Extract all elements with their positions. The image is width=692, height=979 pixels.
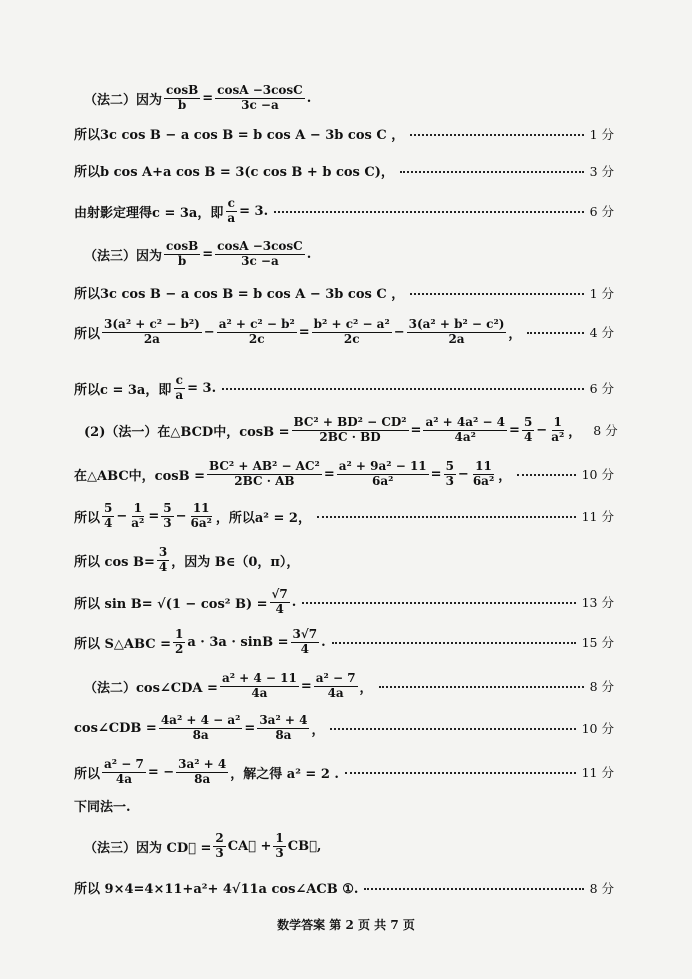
fraction: $\frac{11}{\text{6a²}}$ [190,501,212,530]
leader-dots [330,728,575,730]
fraction: $\frac{\text{a² + c² − b²}}{2c}$ [218,317,295,346]
fraction: $\frac{5}{3}$ [445,459,454,488]
fraction: $\frac{3√7}{4}$ [292,627,318,656]
fraction: $\frac{\cos A -3\cos C}{3c -a}$ [217,83,303,112]
page-footer: 数学答案 第 2 页 共 7 页 [277,918,415,932]
fraction: $\frac{1}{\text{a²}}$ [131,501,145,530]
fraction: $\frac{3}{4}$ [158,545,168,574]
leader-dots [400,171,584,173]
step-line: 所以c = 3a，即 $\frac{c}{a}$ = 3. 6 分 [74,373,614,402]
leader-dots [345,772,576,774]
leader-dots [222,388,583,390]
fraction: $\frac{11}{\text{6a²}}$ [472,459,495,488]
part2-method3-line: （法三）因为 CD⃗ = $\frac{2}{3}$ CA⃗ + $\frac{1}{3}$ CB⃗, [84,831,322,860]
fraction: $\frac{\text{3a² + 4}}{8a}$ [178,757,227,786]
leader-dots [410,134,583,136]
score: 3 分 [589,163,614,179]
score: 8 分 [589,679,614,695]
leader-dots [379,686,584,688]
score: 8 分 [589,880,614,896]
leader-dots [317,516,576,518]
part2-method2-line: （法二）cos∠CDA = $\frac{\text{a² + 4 − 11}}{4a}$ = $\frac{\text{a² − 7}}{4a}$ ， 8 分 [84,671,614,700]
score: 11 分 [581,509,614,525]
fraction: $\frac{1}{3}$ [275,831,284,860]
score: 15 分 [581,635,614,651]
score: 11 分 [581,765,614,781]
step-line: 所以 $\frac{5}{4}$ − $\frac{1}{\text{a²}}$ = $\frac{5}{3}$ − $\frac{11}{\text{6a²}}$ ，所以a² = 2， 11 分 [74,501,614,530]
fraction: $\frac{\text{4a² + 4 − a²}}{8a}$ [160,713,241,742]
score: 1 分 [589,126,614,142]
step-line: 所以 sin B= √(1 − cos² B) = $\frac{√7}{4}$ . 13 分 [74,587,614,616]
leader-dots [410,293,583,295]
step-line: 所以3c cos B − a cos B = b cos A − 3b cos C ， 1 分 [74,285,614,302]
method2-intro: （法二）因为 $\frac{\cos B}{b}$ = $\frac{\cos A -3\cos C}{3c -a}$ . [84,83,312,112]
fraction: $\frac{c}{a}$ [175,373,184,402]
text: （法二）因为 [84,92,163,108]
fraction: $\frac{5}{4}$ [523,415,533,444]
leader-dots [302,602,575,604]
score: 4 分 [589,325,614,341]
fraction: $\frac{5}{3}$ [163,501,172,530]
fraction: $\frac{\text{BC² + BD² − CD²}}{2BC \cdot BD}$ [293,415,407,444]
step-line: 所以 $\frac{\text{a² − 7}}{4a}$ = − $\frac{\text{3a² + 4}}{8a}$ ，解之得 a² = 2 . 11 分 [74,757,614,786]
step-line: 所以 9×4=4×11+a²+ 4√11a cos∠ACB ①. 8 分 [74,880,614,897]
fraction: $\frac{\cos B}{b}$ [166,239,199,268]
leader-dots [364,888,583,890]
score: 6 分 [589,204,614,220]
step-line: 所以 cos B= $\frac{3}{4}$ ，因为 B∈（0，π）， [74,545,300,574]
leader-dots [517,474,575,476]
step-line: 下同法一. [74,800,131,815]
score: 8 分 [593,423,618,439]
fraction: $\frac{\text{a² + 9a² − 11}}{\text{6a²}}$ [338,459,427,488]
fraction: $\frac{\text{b² + c² − a²}}{2c}$ [313,317,390,346]
score: 13 分 [581,595,614,611]
fraction: $\frac{\cos A -3\cos C}{3c -a}$ [217,239,303,268]
fraction: $\frac{c}{a}$ [227,196,236,225]
part2-method1-line: (2)（法一）在△BCD中，cosB = $\frac{\text{BC² + BD² − CD²}}{2BC \cdot BD}$ = $\frac{\text{a² + 4a² − 4}}{\text{4a²}}$ = $\frac{5}{4}$ − $\frac{1}{\text{a²}}$ ， 8 分 [84,415,618,444]
step-line: 所以b cos A+a cos B = 3(c cos B + b cos C)， 3 分 [74,163,614,180]
step-line: 由射影定理得c = 3a，即 $\frac{c}{a}$ = 3. 6 分 [74,196,614,225]
step-line: cos∠CDB = $\frac{\text{4a² + 4 − a²}}{8a}$ = $\frac{\text{3a² + 4}}{8a}$ ， 10 分 [74,713,614,742]
score: 10 分 [581,721,614,737]
fraction: $\frac{\text{a² + 4a² − 4}}{\text{4a²}}$ [425,415,506,444]
fraction: $\frac{\text{a² − 7}}{4a}$ [104,757,144,786]
fraction: $\frac{\text{a² − 7}}{4a}$ [315,671,356,700]
leader-dots [527,332,583,334]
score: 10 分 [581,467,614,483]
step-line: 在△ABC中，cosB = $\frac{\text{BC² + AB² − AC²}}{2BC \cdot AB}$ = $\frac{\text{a² + 9a² − 11}}{\text{6a²}}$ = $\frac{5}{3}$ − $\frac{11}{\text{6a²}}$ ， 10 分 [74,459,614,488]
score: 6 分 [589,381,614,397]
step-line: 所以3c cos B − a cos B = b cos A − 3b cos C ， 1 分 [74,126,614,143]
leader-dots [274,211,583,213]
method3-intro: （法三）因为 $\frac{\cos B}{b}$ = $\frac{\cos A -3\cos C}{3c -a}$ . [84,239,312,268]
fraction: $\frac{2}{3}$ [215,831,224,860]
fraction: $\frac{\text{3(a² + b² − c²)}}{2a}$ [408,317,505,346]
fraction: $\frac{√7}{4}$ [271,587,288,616]
fraction: $\frac{\text{a² + 4 − 11}}{4a}$ [221,671,297,700]
fraction: $\frac{\cos B}{b}$ [166,83,199,112]
step-line: 所以 $\frac{\text{3(a² + c² − b²)}}{2a}$ − $\frac{\text{a² + c² − b²}}{2c}$ = $\frac{\text{b² + c² − a²}}{2c}$ − $\frac{\text{3(a² + b² − c²)}}{2a}$ ， 4 分 [74,317,614,346]
fraction: $\frac{1}{2}$ [175,627,184,656]
fraction: $\frac{\text{BC² + AB² − AC²}}{2BC \cdot AB}$ [208,459,320,488]
fraction: $\frac{1}{\text{a²}}$ [551,415,565,444]
leader-dots [332,642,576,644]
fraction: $\frac{\text{3(a² + c² − b²)}}{2a}$ [104,317,200,346]
step-line: 所以 S△ABC = $\frac{1}{2}$ a · 3a · sinB = $\frac{3√7}{4}$ . 15 分 [74,627,614,656]
fraction: $\frac{\text{3a² + 4}}{8a}$ [259,713,308,742]
fraction: $\frac{5}{4}$ [104,501,113,530]
score: 1 分 [589,285,614,301]
